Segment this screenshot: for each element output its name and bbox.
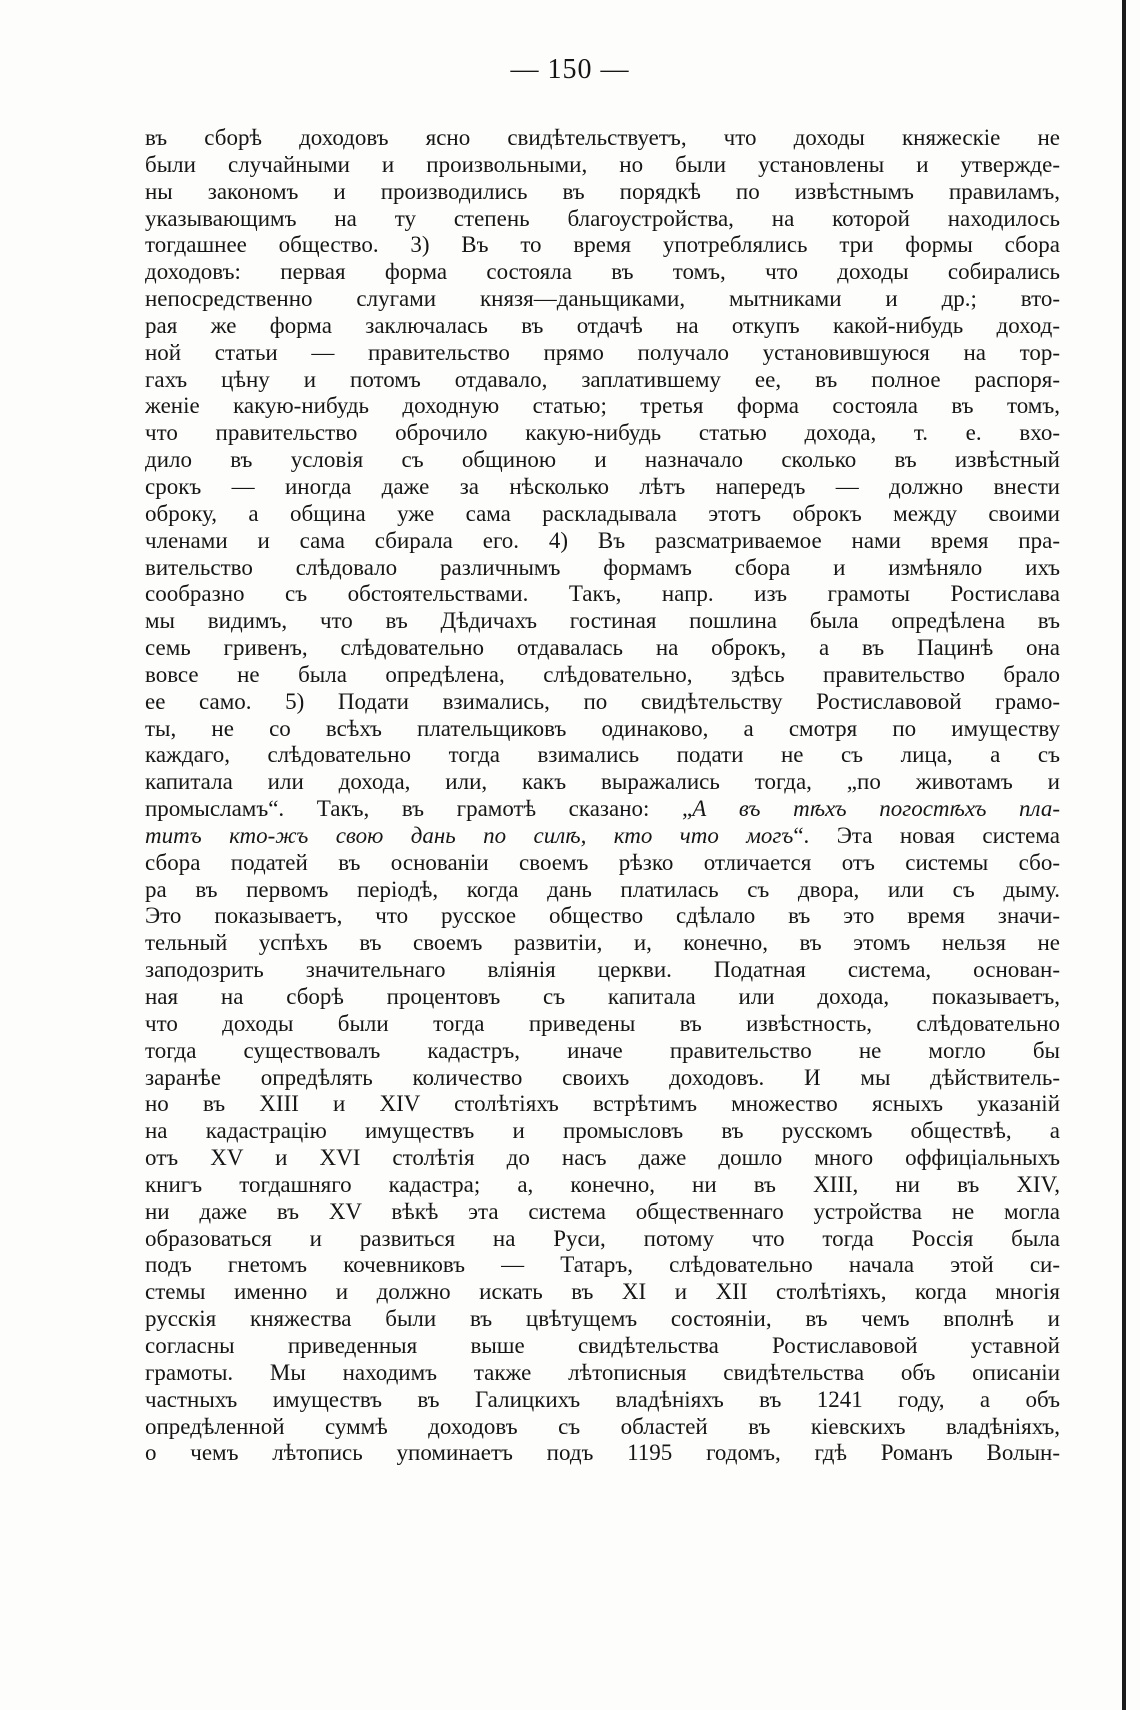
text-line-with-quote	[145, 823, 1060, 850]
text-line: каждаго, слѣдовательно тогда взимались подати не съ лица, а съ	[145, 742, 1060, 768]
text-line: на кадастрацію имуществъ и промысловъ въ русскомъ обществѣ, а	[145, 1118, 1060, 1144]
text-line: вовсе не была опредѣлена, слѣдовательно, здѣсь правительство брало	[145, 661, 1060, 687]
text-line: ной статьи — правительство прямо получало установившуюся на тор-	[145, 339, 1060, 365]
text-line: капитала или дохода, или, какъ выражались тогда, „по животамъ и	[145, 769, 1060, 795]
text-line: оброку, а община уже сама раскладывала этотъ оброкъ между своими	[145, 500, 1060, 526]
text-line: о чемъ лѣтопись упоминаетъ подъ 1195 годомъ, гдѣ Романъ Волын-	[145, 1440, 1060, 1466]
text-line: подъ гнетомъ кочевниковъ — Татаръ, слѣдовательно начала этой си-	[145, 1252, 1060, 1278]
text-line: доходовъ: первая форма состояла въ томъ, что доходы собирались	[145, 259, 1060, 285]
text-line: грамоты. Мы находимъ также лѣтописныя свидѣтельства объ описаніи	[145, 1359, 1060, 1385]
quote-lead-text: промысламъ“. Такъ, въ грамотѣ сказано: „	[145, 796, 693, 822]
text-line: ны закономъ и производились въ порядкѣ по извѣстнымъ правиламъ,	[145, 178, 1060, 204]
text-line: что правительство оброчило какую-нибудь статью дохода, т. е. вхо-	[145, 420, 1060, 446]
quote-italic-text: титъ кто-жъ свою дань по силѣ, кто что могъ	[145, 822, 794, 848]
text-line: срокъ — иногда даже за нѣсколько лѣтъ напередъ — должно внести	[145, 473, 1060, 499]
text-line: гахъ цѣну и потомъ отдавало, заплатившему ее, въ полное распоря-	[145, 366, 1060, 392]
text-line: ее само. 5) Подати взимались, по свидѣтельству Ростиславовой грамо-	[145, 688, 1060, 714]
text-line: семь гривенъ, слѣдовательно отдавалась на оброкъ, а въ Пацинѣ она	[145, 635, 1060, 661]
text-line: ная на сборѣ процентовъ съ капитала или дохода, показываетъ,	[145, 984, 1060, 1009]
text-line: книгъ тогдашняго кадастра; а, конечно, ни въ XIII, ни въ XIV,	[145, 1171, 1060, 1197]
text-line: стемы именно и должно искать въ XI и XII столѣтіяхъ, когда многія	[145, 1279, 1060, 1305]
text-line: сбора податей въ основаніи своемъ рѣзко отличается отъ системы сбо-	[145, 849, 1060, 875]
text-line: заранѣе опредѣлять количество своихъ доходовъ. И мы дѣйствитель-	[145, 1064, 1060, 1090]
text-line: отъ XV и XVI столѣтія до насъ даже дошло много оффиціальныхъ	[145, 1145, 1060, 1171]
text-line: Это показываетъ, что русское общество сдѣлало въ это время значи-	[145, 903, 1060, 929]
page-edge-line	[1122, 0, 1126, 1710]
text-line: рая же форма заключалась въ отдачѣ на откупъ какой-нибудь доход-	[145, 312, 1060, 338]
text-line: сообразно съ обстоятельствами. Такъ, напр. изъ грамоты Ростислава	[145, 581, 1060, 607]
text-line: образоваться и развиться на Руси, потому что тогда Россія была	[145, 1225, 1060, 1251]
text-line: но въ XIII и XIV столѣтіяхъ встрѣтимъ множество ясныхъ указаній	[145, 1091, 1060, 1117]
text-line-with-quote	[145, 796, 1060, 823]
text-line: ты, не со всѣхъ плательщиковъ одинаково, а смотря по имуществу	[145, 715, 1060, 741]
text-line: были случайными и произвольными, но были установлены и утвержде-	[145, 151, 1060, 177]
quote-tail-text: “. Эта новая система	[793, 822, 1060, 848]
text-line: ра въ первомъ періодѣ, когда дань платилась съ двора, или съ дыму.	[145, 876, 1060, 902]
text-line: тогдашнее общество. 3) Въ то время употреблялись три формы сбора	[145, 232, 1060, 258]
text-line: частныхъ имуществъ въ Галицкихъ владѣніяхъ въ 1241 году, а объ	[145, 1386, 1060, 1412]
body-text	[145, 125, 1060, 1467]
text-line: женіе какую-нибудь доходную статью; третья форма состояла въ томъ,	[145, 393, 1060, 419]
text-line: непосредственно слугами князя—даньщиками, мытниками и др.; вто-	[145, 286, 1060, 312]
text-line: заподозрить значительнаго вліянія церкви. Податная система, основан-	[145, 957, 1060, 983]
text-line: русскія княжества были въ цвѣтущемъ состояніи, въ чемъ вполнѣ и	[145, 1306, 1060, 1332]
text-line: вительство слѣдовало различнымъ формамъ сбора и измѣняло ихъ	[145, 554, 1060, 580]
text-line: ни даже въ XV вѣкѣ эта система общественнаго устройства не могла	[145, 1198, 1060, 1224]
text-line: указывающимъ на ту степень благоустройства, на которой находилось	[145, 205, 1060, 231]
text-line: мы видимъ, что въ Дѣдичахъ гостиная пошлина была опредѣлена въ	[145, 608, 1060, 634]
text-line: опредѣленной суммѣ доходовъ съ областей въ кіевскихъ владѣніяхъ,	[145, 1413, 1060, 1439]
text-line: въ сборѣ доходовъ ясно свидѣтельствуетъ, что доходы княжескіе не	[145, 125, 1060, 150]
text-line: тельный успѣхъ въ своемъ развитіи, и, конечно, въ этомъ нельзя не	[145, 930, 1060, 956]
text-line: дило въ условія съ общиною и назначало сколько въ извѣстный	[145, 447, 1060, 473]
text-line: что доходы были тогда приведены въ извѣстность, слѣдовательно	[145, 1010, 1060, 1036]
text-line: членами и сама сбирала его. 4) Въ разсматриваемое нами время пра-	[145, 527, 1060, 553]
text-line: согласны приведенныя выше свидѣтельства Ростиславовой уставной	[145, 1332, 1060, 1358]
quote-italic-text: А въ тѣхъ погостѣхъ пла-	[692, 796, 1060, 822]
page-number: — 150 —	[510, 54, 630, 85]
text-line: тогда существовалъ кадастръ, иначе правительство не могло бы	[145, 1037, 1060, 1063]
